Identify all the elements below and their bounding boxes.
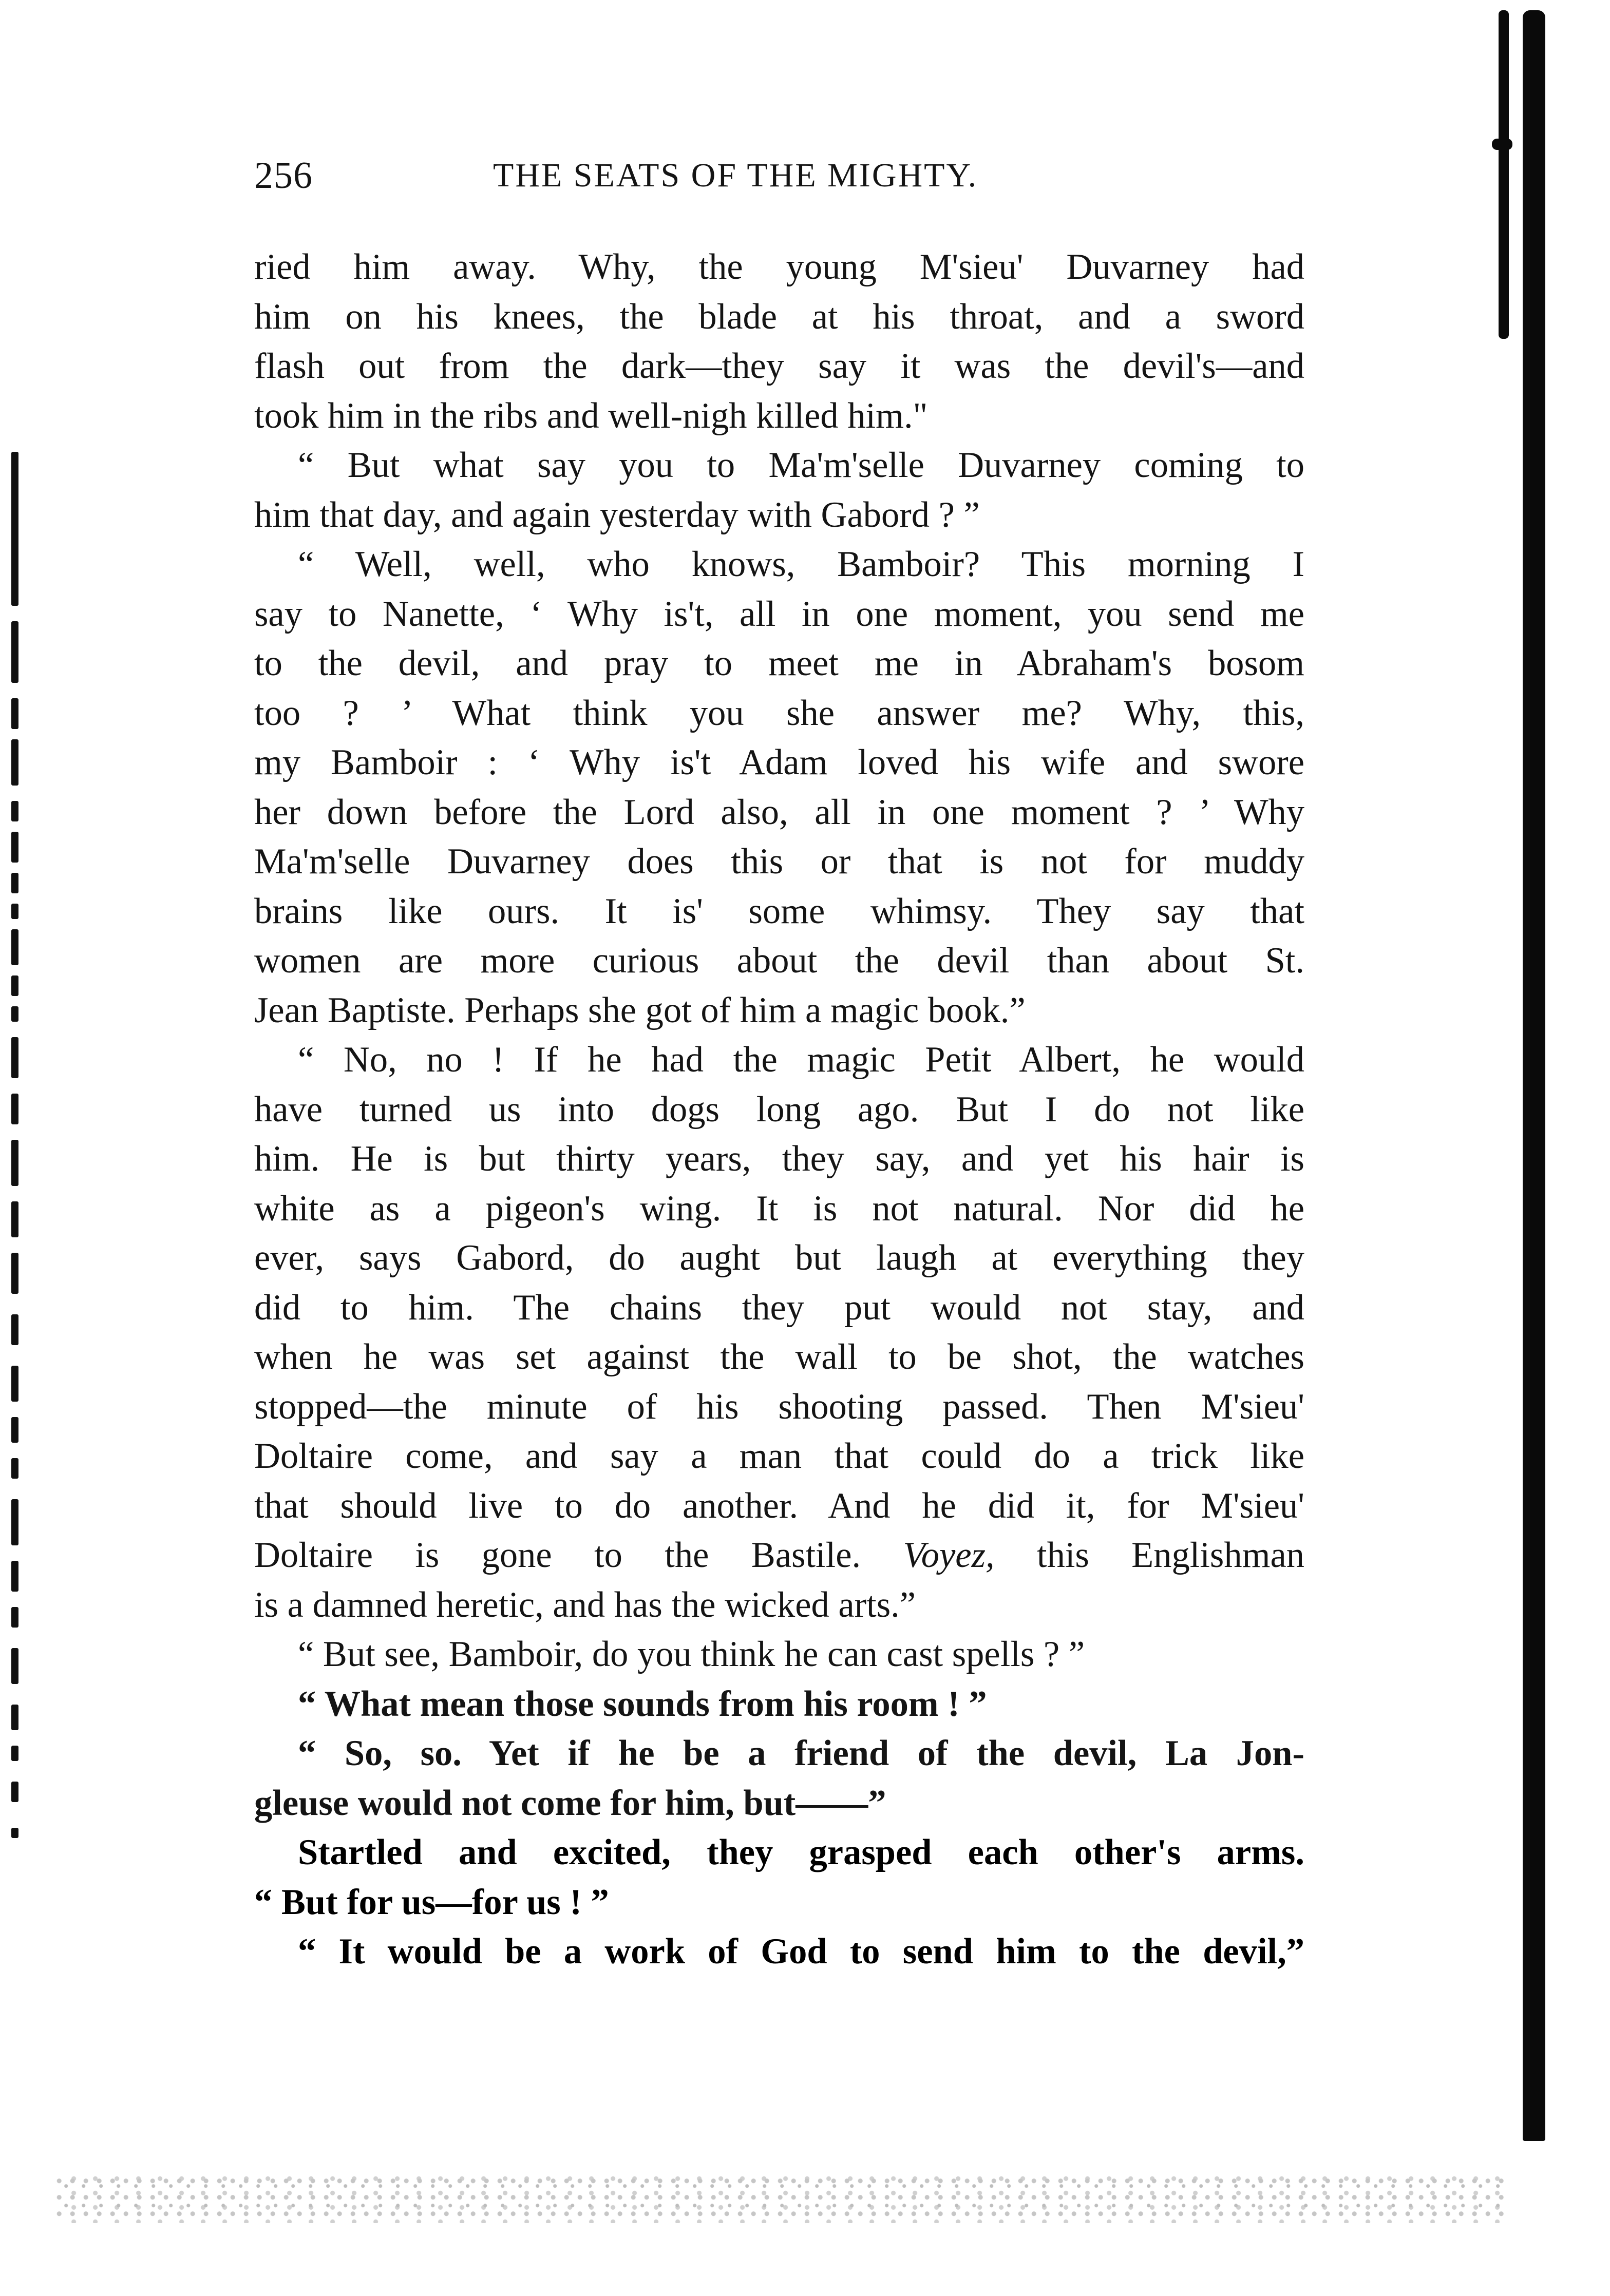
text-line: stopped—the minute of his shooting passed. Then M'sieu' — [254, 1386, 1304, 1427]
page-header — [254, 154, 1076, 200]
text-line: too ? ’ What think you she answer me? Why, this, — [254, 693, 1304, 733]
binding-edge — [1523, 10, 1545, 2141]
text-line: ried him away. Why, the young M'sieu' Duvarney had — [254, 247, 1304, 287]
text-line-with-italic — [254, 1530, 1304, 1580]
page-number: 256 — [254, 155, 313, 197]
text-line: him that day, and again yesterday with Gabord ? ” — [254, 494, 980, 535]
text-line: took him in the ribs and well-nigh killed him." — [254, 395, 928, 436]
binding-edge-notch — [1492, 139, 1512, 150]
text-line: “ But for us—for us ! ” — [254, 1882, 609, 1922]
text-line: “ It would be a work of God to send him to the devil,” — [298, 1931, 1304, 1972]
line-text: Doltaire is gone to the Bastile. — [254, 1535, 861, 1575]
text-line: “ But what say you to Ma'm'selle Duvarney coming to — [298, 445, 1304, 485]
text-line: “ Well, well, who knows, Bamboir? This morning I — [298, 544, 1304, 584]
body-text — [254, 242, 1304, 1977]
text-line: flash out from the dark—they say it was the devil's—and — [254, 346, 1304, 386]
italic-word: Voyez, — [903, 1535, 995, 1575]
text-line: women are more curious about the devil than about St. — [254, 941, 1304, 981]
text-line: Ma'm'selle Duvarney does this or that is not for muddy — [254, 841, 1304, 882]
text-line: have turned us into dogs long ago. But I do not like — [254, 1089, 1304, 1130]
text-line: to the devil, and pray to meet me in Abraham's bosom — [254, 643, 1304, 683]
text-line: did to him. The chains they put would not stay, and — [254, 1287, 1304, 1328]
text-line: ever, says Gabord, do aught but laugh at everything they — [254, 1238, 1304, 1278]
text-line: brains like ours. It is' some whimsy. They say that — [254, 891, 1304, 931]
text-line: my Bamboir : ‘ Why is't Adam loved his wife and swore — [254, 742, 1304, 782]
text-line: him. He is but thirty years, they say, and yet his hair is — [254, 1139, 1304, 1179]
text-line: her down before the Lord also, all in one moment ? ’ Why — [254, 792, 1304, 832]
text-line: “ So, so. Yet if he be a friend of the devil, La Jon- — [298, 1733, 1304, 1773]
text-line: “ No, no ! If he had the magic Petit Albert, he would — [298, 1040, 1304, 1080]
text-line: “ What mean those sounds from his room ! ” — [298, 1683, 987, 1724]
text-line: Startled and excited, they grasped each other's arms. — [298, 1832, 1304, 1872]
binding-edge-shadow — [1499, 10, 1509, 339]
text-line: say to Nanette, ‘ Why is't, all in one moment, you send me — [254, 594, 1304, 634]
text-line: him on his knees, the blade at his throat, and a sword — [254, 296, 1304, 337]
text-line: white as a pigeon's wing. It is not natural. Nor did he — [254, 1188, 1304, 1229]
bottom-scan-noise — [56, 2174, 1505, 2223]
left-margin-scan-marks — [11, 452, 21, 1853]
text-line: that should live to do another. And he did it, for M'sieu' — [254, 1485, 1304, 1526]
text-line: Doltaire come, and say a man that could do a trick like — [254, 1436, 1304, 1476]
text-line: “ But see, Bamboir, do you think he can cast spells ? ” — [298, 1634, 1085, 1674]
text-line: is a damned heretic, and has the wicked arts.” — [254, 1584, 916, 1625]
text-line: when he was set against the wall to be shot, the watches — [254, 1337, 1304, 1377]
running-title: THE SEATS OF THE MIGHTY. — [493, 157, 978, 194]
text-line: Jean Baptiste. Perhaps she got of him a magic book.” — [254, 990, 1026, 1030]
line-tail: this Englishman — [994, 1535, 1304, 1575]
text-line: gleuse would not come for him, but——” — [254, 1783, 886, 1823]
